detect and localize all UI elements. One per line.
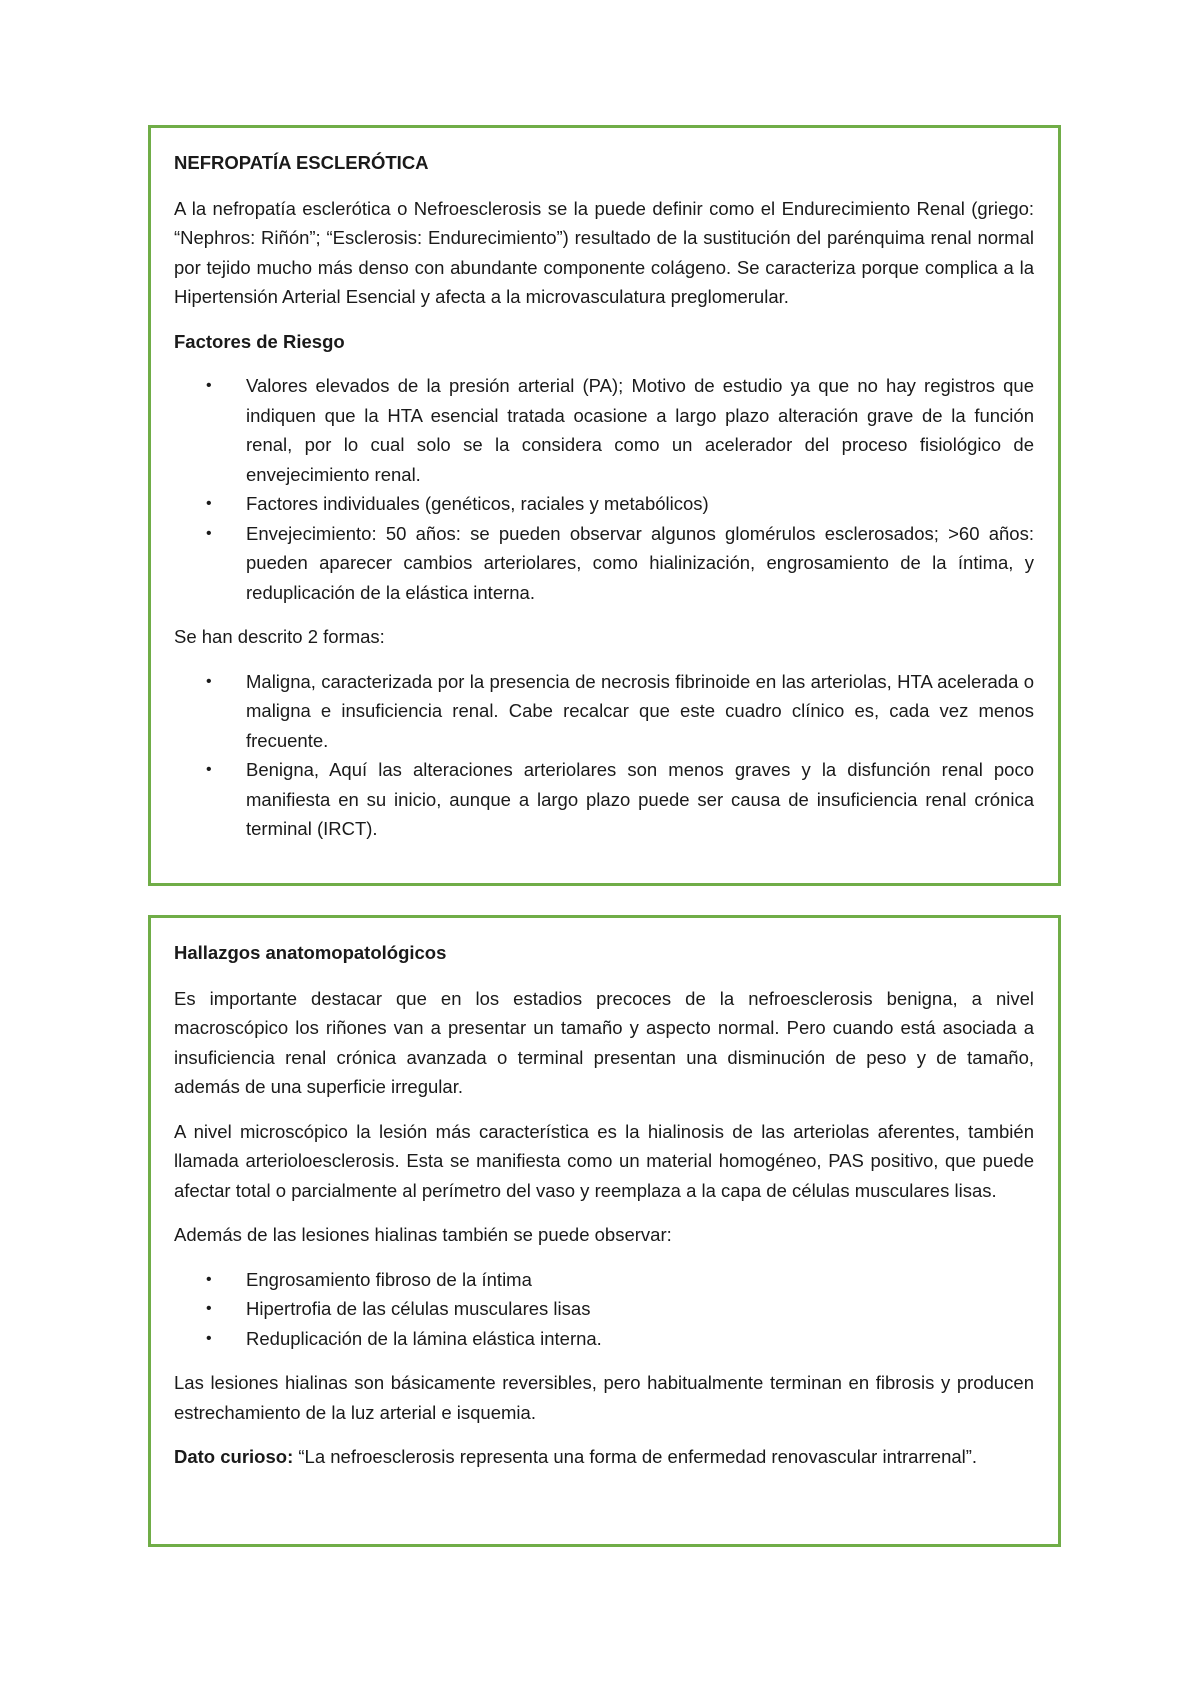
curious-fact-label: Dato curioso: — [174, 1446, 294, 1467]
section-nefropatia-box — [148, 125, 1061, 886]
list-item: • Benigna, Aquí las alteraciones arteriolares son menos graves y la disfunción renal poco manifiesta en su inicio, aunque a largo plazo puede ser causa de insuficiencia renal crónica terminal (IRCT). — [174, 755, 1034, 844]
intro-paragraph: A la nefropatía esclerótica o Nefroesclerosis se la puede definir como el Endurecimiento Renal (griego: “Nephros: Riñón”; “Esclerosis: Endurecimiento”) resultado de la sustitución del parénquima renal normal por tejido mucho más denso con abundante componente colágeno. Se caracteriza porque complica a la Hipertensión Arterial Esencial y afecta a la microvasculatura preglomerular. — [174, 197, 1034, 307]
paragraph-macroscopic: Es importante destacar que en los estadios precoces de la nefroesclerosis benigna, a nivel macroscópico los riñones van a presentar un tamaño y aspecto normal. Pero cuando está asociada a insuficiencia renal crónica avanzada o terminal presentan una disminución de peso y de tamaño, además de una superficie irregular. — [174, 987, 1034, 1097]
list-item: • Reduplicación de la lámina elástica interna. — [174, 1324, 1034, 1354]
bullet-icon: • — [206, 672, 212, 690]
lesions-list — [174, 1265, 1034, 1354]
bullet-icon: • — [206, 1270, 212, 1288]
bullet-icon: • — [206, 1329, 212, 1347]
list-item: • Engrosamiento fibroso de la íntima — [174, 1265, 1034, 1295]
bullet-icon: • — [206, 761, 212, 778]
curious-fact — [174, 1442, 1034, 1472]
section-hallazgos-box — [148, 915, 1061, 1547]
bullet-icon: • — [206, 1300, 212, 1317]
list-item: • Envejecimiento: 50 años: se pueden observar algunos glomérulos esclerosados; >60 años: pueden aparecer cambios arteriolares, como hialinización, engrosamiento de la íntima, y reduplicación de la elástica interna. — [174, 519, 1034, 608]
risk-factors-heading: Factores de Riesgo — [174, 330, 345, 352]
section-title: NEFROPATÍA ESCLERÓTICA — [174, 152, 429, 173]
list-item: • Factores individuales (genéticos, raciales y metabólicos) — [174, 489, 1034, 519]
risk-factors-list — [174, 371, 1034, 607]
list-item: • Valores elevados de la presión arterial (PA); Motivo de estudio ya que no hay registros que indiquen que la HTA esencial tratada ocasione a largo plazo alteración grave de la función renal, por lo cual solo se la considera como un acelerador del proceso fisiológico de envejecimiento renal. — [174, 371, 1034, 489]
forms-intro: Se han descrito 2 formas: — [174, 626, 385, 647]
bullet-icon: • — [206, 524, 212, 542]
list-item: • Hipertrofia de las células musculares lisas — [174, 1294, 1034, 1324]
curious-fact-text: “La nefroesclerosis representa una forma de enfermedad renovascular intrarrenal”. — [293, 1446, 978, 1467]
bullet-icon: • — [206, 495, 212, 512]
paragraph-microscopic: A nivel microscópico la lesión más característica es la hialinosis de las arteriolas aferentes, también llamada arterioloesclerosis. Esta se manifiesta como un material homogéneo, PAS positivo, que puede afectar total o parcialmente al perímetro del vaso y reemplaza a la capa de células musculares lisas. — [174, 1120, 1034, 1201]
bullet-icon: • — [206, 377, 212, 394]
paragraph-reversible: Las lesiones hialinas son básicamente reversibles, pero habitualmente terminan en fibrosis y producen estrechamiento de la luz arterial e isquemia. — [174, 1372, 1034, 1423]
list-item: • Maligna, caracterizada por la presencia de necrosis fibrinoide en las arteriolas, HTA acelerada o maligna e insuficiencia renal. Cabe recalcar que este cuadro clínico es, cada vez menos frecuente. — [174, 667, 1034, 756]
paragraph-lesions-intro: Además de las lesiones hialinas también se puede observar: — [174, 1224, 672, 1245]
forms-list — [174, 667, 1034, 844]
section-title: Hallazgos anatomopatológicos — [174, 942, 447, 963]
